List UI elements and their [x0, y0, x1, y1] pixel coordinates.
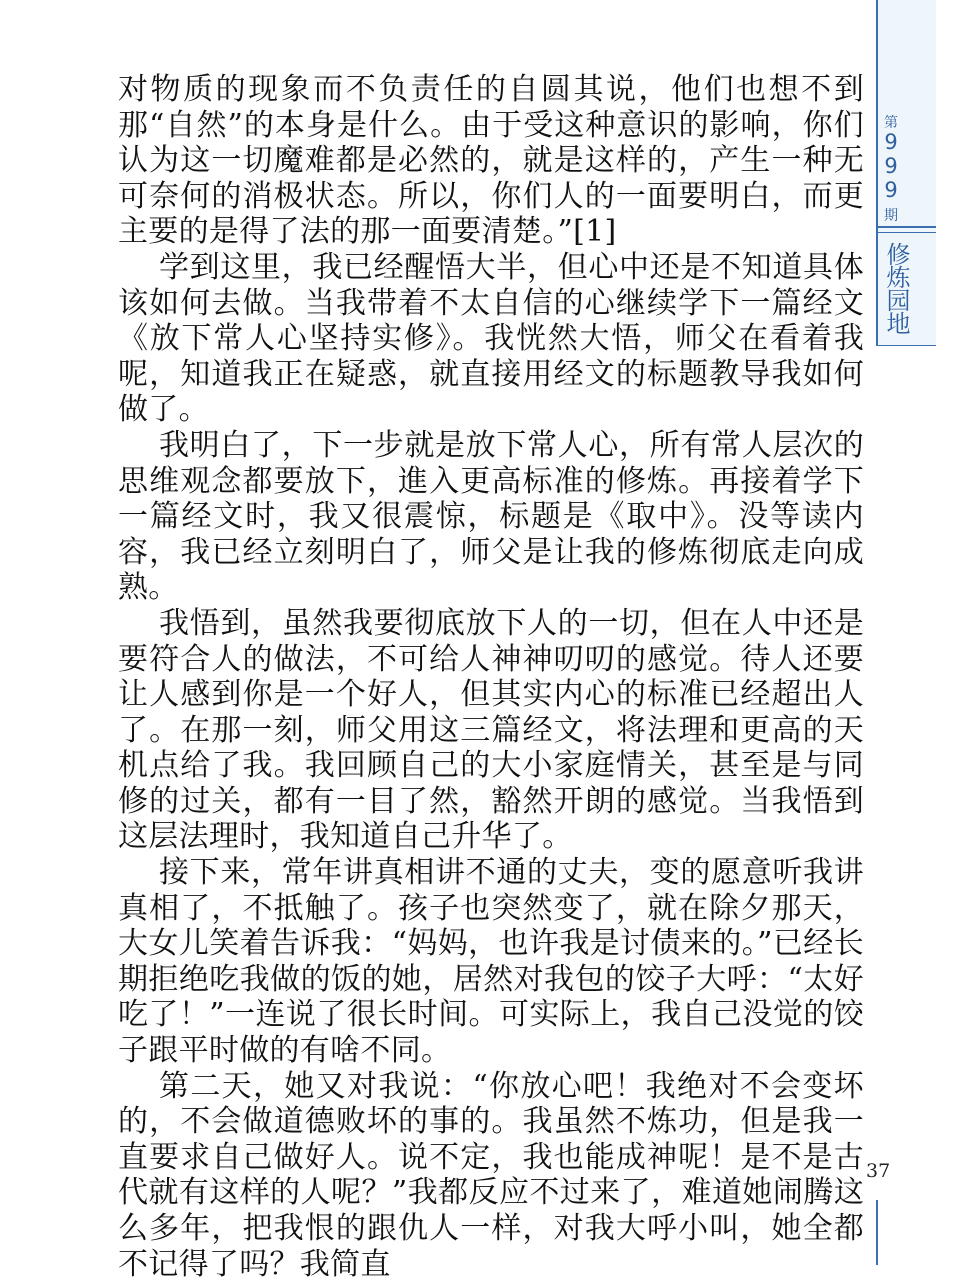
article-body — [118, 72, 864, 1282]
paragraph: 学到这里，我已经醒悟大半，但心中还是不知道具体该如何去做。当我带着不太自信的心继续学下一篇经文《放下常人心坚持实修》。我恍然大悟，师父在看着我呢，知道我正在疑惑，就直接用经文的标题教导我如何做了。 — [118, 249, 864, 428]
issue-suffix: 期 — [884, 208, 898, 224]
paragraph: 第二天，她又对我说：“你放心吧！我绝对不会变坏的，不会做道德败坏的事的。我虽然不炼功，但是我一直要求自己做好人。说不定，我也能成神呢！是不是古代就有这样的人呢？”我都反应不过来了，难道她闹腾这么多年，把我恨的跟仇人一样，对我大呼小叫，她全都不记得了吗？我简直 — [118, 1068, 864, 1282]
paragraph: 接下来，常年讲真相讲不通的丈夫，变的愿意听我讲真相了，不抵触了。孩子也突然变了，就在除夕那天，大女儿笑着告诉我：“妈妈，也许我是讨债来的。”已经长期拒绝吃我做的饭的她，居然对我包的饺子大呼：“太好吃了！”一连说了很长时间。可实际上，我自己没觉的饺子跟平时做的有啥不同。 — [118, 855, 864, 1069]
sidebar-divider-bottom — [876, 1200, 878, 1265]
paragraph: 我悟到，虽然我要彻底放下人的一切，但在人中还是要符合人的做法，不可给人神神叨叨的感觉。待人还要让人感到你是一个好人，但其实内心的标准已经超出人了。在那一刻，师父用这三篇经文，将法理和更高的天机点给了我。我回顾自己的大小家庭情关，甚至是与同修的过关，都有一目了然，豁然开朗的感觉。当我悟到这层法理时，我知道自己升华了。 — [118, 605, 864, 855]
issue-prefix: 第 — [884, 115, 898, 131]
paragraph: 我明白了，下一步就是放下常人心，所有常人层次的思维观念都要放下，進入更高标准的修炼。再接着学下一篇经文时，我又很震惊，标题是《取中》。没等读内容，我已经立刻明白了，师父是让我的修炼彻底走向成熟。 — [118, 427, 864, 606]
issue-digit: 9 — [884, 154, 898, 178]
page-number: 37 — [866, 1160, 891, 1182]
section-name: 修炼园地 — [882, 242, 910, 334]
sidebar-rule — [876, 345, 936, 346]
sidebar-rule — [876, 226, 936, 228]
issue-digit: 9 — [884, 130, 898, 154]
paragraph: 对物质的现象而不负责任的自圆其说，他们也想不到那“自然”的本身是什么。由于受这种意识的影响，你们认为这一切魔难都是必然的，就是这样的，产生一种无可奈何的消极状态。所以，你们人的一面要明白，而更主要的是得了法的那一面要清楚。”[1] — [118, 72, 864, 250]
issue-digit: 9 — [884, 178, 898, 202]
sidebar-rule — [876, 232, 936, 233]
issue-number — [876, 130, 906, 202]
